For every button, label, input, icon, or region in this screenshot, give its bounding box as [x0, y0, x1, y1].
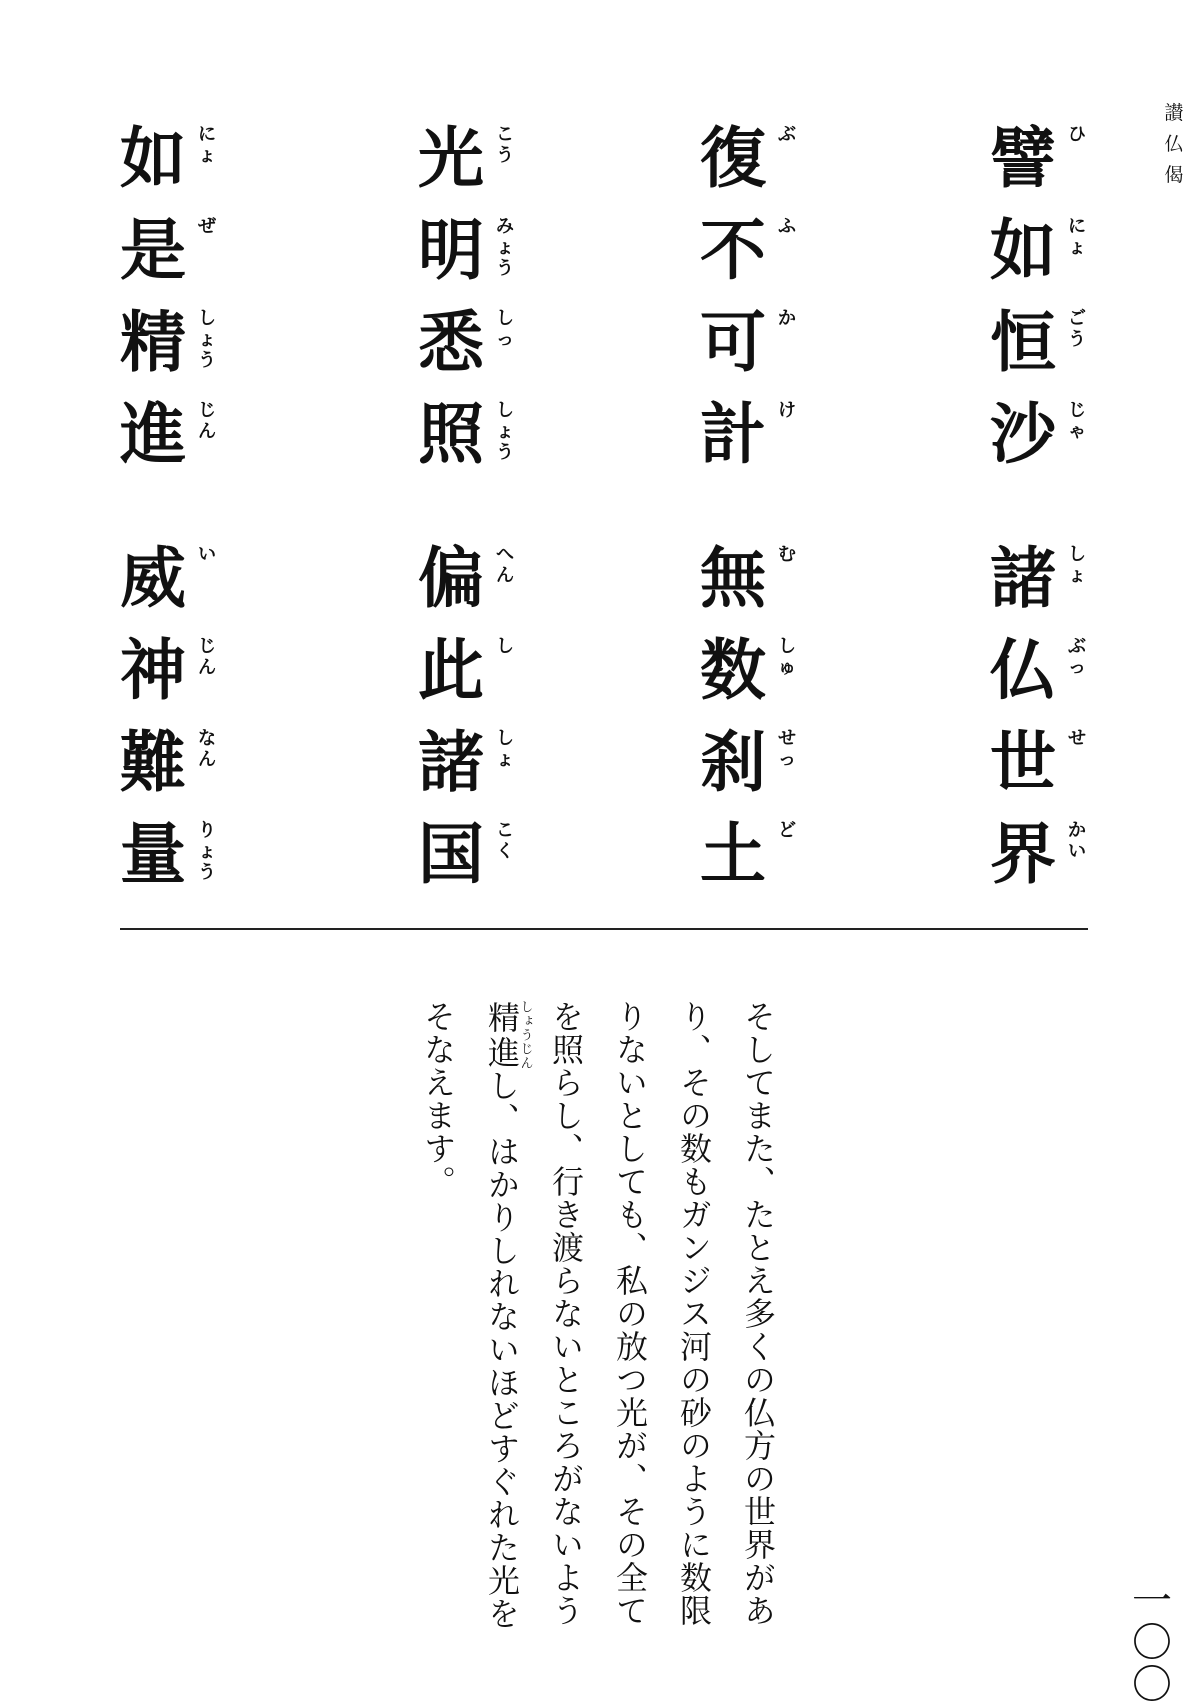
verse-furigana: へ ん — [496, 544, 514, 586]
verse-char — [418, 722, 538, 814]
verse-char — [700, 302, 820, 394]
verse-char — [700, 210, 820, 302]
verse-furigana: じ ん — [198, 400, 216, 442]
verse-kanji: 土 — [700, 815, 766, 893]
verse-char — [990, 394, 1110, 486]
ruby-reading: しょうじん — [517, 1000, 533, 1070]
verse-char — [700, 118, 820, 210]
page-number-char: 一 — [1132, 1578, 1172, 1624]
page-number-char: 〇 — [1132, 1620, 1172, 1666]
verse-furigana: ぶ — [778, 124, 796, 145]
verse-furigana: ご う — [1068, 308, 1086, 350]
verse-kanji: 照 — [418, 395, 484, 473]
explanation-part: し、はかりしれないほどすぐれた光をそなえます。 — [419, 1000, 521, 1630]
verse-furigana: じ ん — [198, 636, 216, 678]
verse-furigana: し ょ — [496, 728, 514, 770]
verse-kanji: 諸 — [990, 539, 1056, 617]
verse-furigana: し ょ — [1068, 544, 1086, 586]
verse-kanji: 此 — [418, 631, 484, 709]
verse-char — [700, 722, 820, 814]
verse-kanji: 如 — [990, 211, 1056, 289]
verse-kanji: 進 — [120, 395, 186, 473]
verse-char — [418, 210, 538, 302]
verse-furigana: し ゅ — [778, 636, 796, 678]
running-title-char: 偈 — [1164, 164, 1184, 186]
verse-furigana: り ょ う — [198, 820, 216, 883]
verse-kanji: 不 — [700, 211, 766, 289]
verse-char — [990, 118, 1110, 210]
page-number — [1128, 1580, 1176, 1706]
verse-furigana: せ — [1068, 728, 1086, 749]
verse-kanji: 量 — [120, 815, 186, 893]
verse-char — [120, 814, 240, 906]
verse-furigana: ぜ — [198, 216, 216, 237]
verse-column — [700, 118, 820, 486]
verse-char — [990, 814, 1110, 906]
verse-kanji: 国 — [418, 815, 484, 893]
verse-char — [120, 538, 240, 630]
verse-char — [990, 722, 1110, 814]
verse-furigana: に ょ — [1068, 216, 1086, 258]
verse-char — [418, 302, 538, 394]
verse-furigana: に ょ — [198, 124, 216, 166]
verse-furigana: い — [198, 544, 216, 565]
verse-kanji: 仏 — [990, 631, 1056, 709]
verse-kanji: 是 — [120, 211, 186, 289]
verse-furigana: せ っ — [778, 728, 796, 770]
verse-char — [418, 630, 538, 722]
verse-kanji: 数 — [700, 631, 766, 709]
verse-kanji: 復 — [700, 119, 766, 197]
verse-column — [990, 538, 1110, 906]
verse-furigana: ぶ っ — [1068, 636, 1086, 678]
verse-furigana: ひ — [1068, 124, 1086, 145]
verse-furigana: こ う — [496, 124, 514, 166]
verse-char — [418, 814, 538, 906]
running-title-char: 讃 — [1164, 102, 1184, 124]
running-title-char: 仏 — [1164, 133, 1184, 155]
verse-char — [990, 538, 1110, 630]
verse-kanji: 諸 — [418, 723, 484, 801]
verse-char — [700, 630, 820, 722]
verse-column — [120, 118, 240, 486]
verse-furigana: ど — [778, 820, 796, 841]
verse-furigana: け — [778, 400, 796, 421]
verse-furigana: か — [778, 308, 796, 329]
verse-kanji: 偏 — [418, 539, 484, 617]
verse-char — [990, 302, 1110, 394]
verse-kanji: 明 — [418, 211, 484, 289]
verse-kanji: 刹 — [700, 723, 766, 801]
verse-char — [120, 302, 240, 394]
verse-kanji: 光 — [418, 119, 484, 197]
verse-furigana: な ん — [198, 728, 216, 770]
verse-kanji: 恒 — [990, 303, 1056, 381]
explanation-text — [406, 1000, 790, 1640]
verse-column — [418, 538, 538, 906]
verse-kanji: 悉 — [418, 303, 484, 381]
verse-furigana: ふ — [778, 216, 796, 237]
verse-kanji: 計 — [700, 395, 766, 473]
ruby-word — [483, 1000, 533, 1070]
verse-kanji: 沙 — [990, 395, 1056, 473]
verse-furigana: じ ゃ — [1068, 400, 1086, 442]
verse-char — [700, 394, 820, 486]
page-number-char: 〇 — [1132, 1662, 1172, 1708]
explanation-part: そしてまた、たとえ多くの仏方の世界があり、その数もガンジス河の砂のように数限りないとしても、私の放つ光が、その全てを照らし、行き渡らないところがないよう — [547, 1000, 777, 1627]
verse-char — [120, 630, 240, 722]
verse-kanji: 可 — [700, 303, 766, 381]
running-title — [1162, 98, 1186, 191]
verse-kanji: 神 — [120, 631, 186, 709]
verse-furigana: し ょ う — [496, 400, 514, 463]
verse-char — [120, 394, 240, 486]
verse-kanji: 威 — [120, 539, 186, 617]
verse-furigana: し ょ う — [198, 308, 216, 371]
verse-char — [700, 538, 820, 630]
verse-kanji: 難 — [120, 723, 186, 801]
verse-kanji: 世 — [990, 723, 1056, 801]
verse-char — [990, 210, 1110, 302]
verse-furigana: こ く — [496, 820, 514, 862]
verse-kanji: 精 — [120, 303, 186, 381]
verse-char — [120, 118, 240, 210]
verse-furigana: か い — [1068, 820, 1086, 862]
verse-kanji: 如 — [120, 119, 186, 197]
verse-char — [700, 814, 820, 906]
divider-line — [120, 928, 1088, 930]
verse-furigana: し — [496, 636, 514, 657]
ruby-base: 精進 — [483, 1000, 521, 1070]
verse-furigana: む — [778, 544, 796, 565]
verse-kanji: 譬 — [990, 119, 1056, 197]
verse-column — [990, 118, 1110, 486]
verse-column — [418, 118, 538, 486]
verse-char — [120, 722, 240, 814]
verse-furigana: し っ — [496, 308, 514, 350]
verse-char — [418, 394, 538, 486]
verse-kanji: 界 — [990, 815, 1056, 893]
verse-column — [700, 538, 820, 906]
verse-kanji: 無 — [700, 539, 766, 617]
verse-char — [120, 210, 240, 302]
verse-char — [990, 630, 1110, 722]
verse-furigana: み ょ う — [496, 216, 514, 279]
verse-char — [418, 538, 538, 630]
verse-column — [120, 538, 240, 906]
verse-char — [418, 118, 538, 210]
